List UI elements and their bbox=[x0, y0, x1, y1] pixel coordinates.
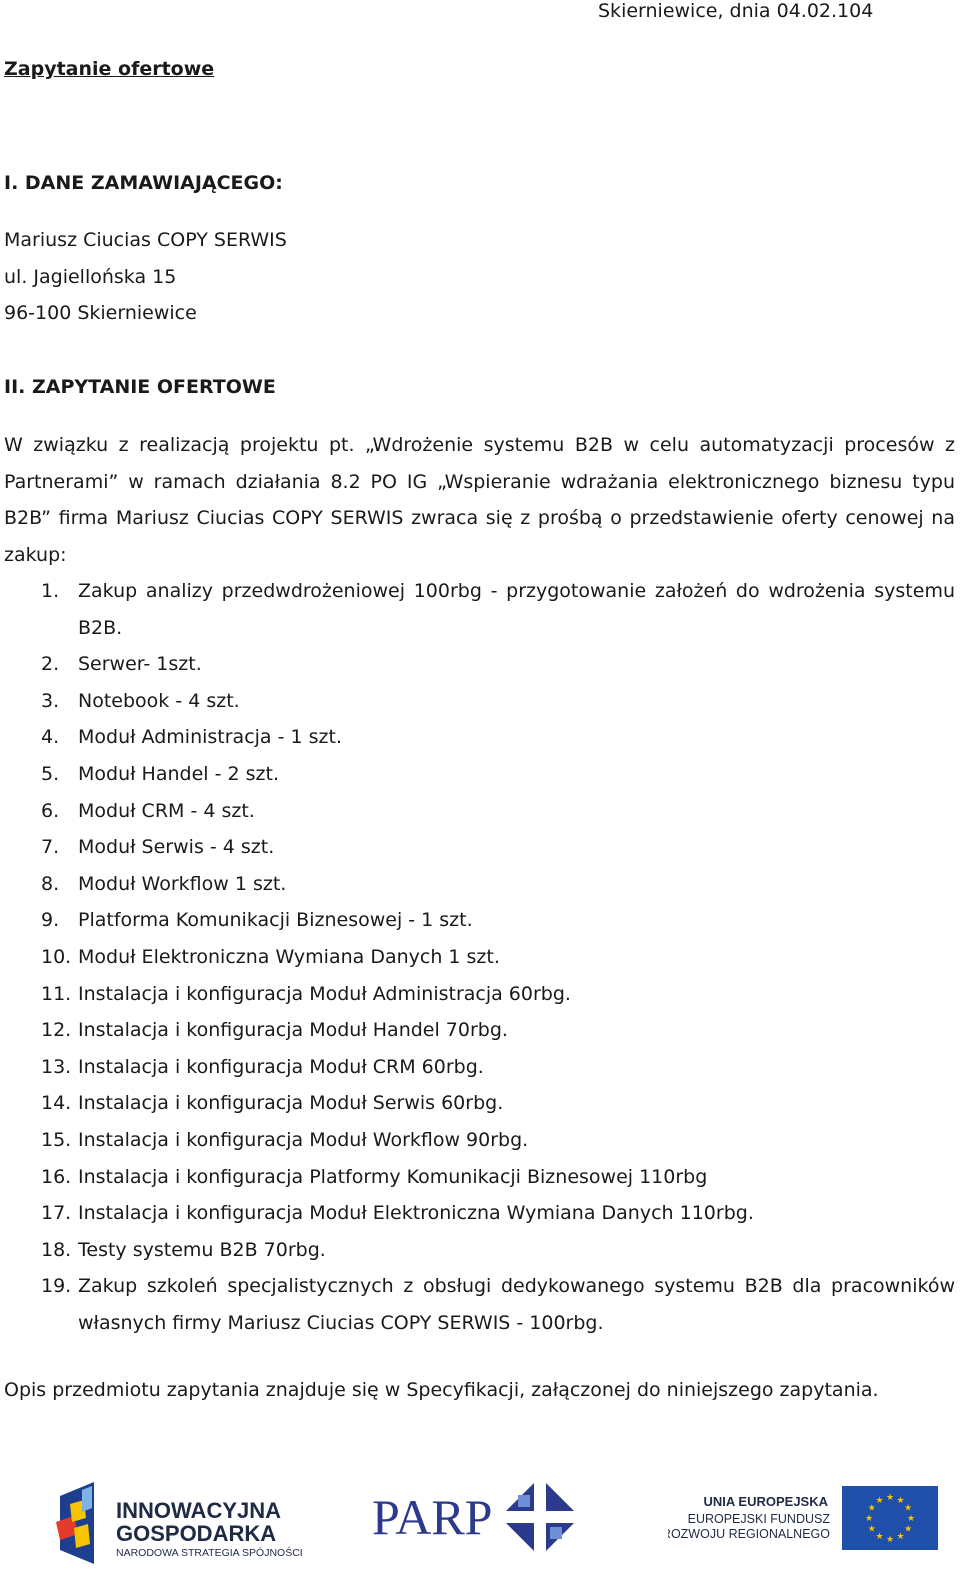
list-item-text: Zakup szkoleń specjalistycznych z obsługi dedykowanego systemu B2B dla pracowników własnych firmy Mariusz Ciucias COPY SERWIS - 100rbg. bbox=[78, 1275, 955, 1334]
eu-star-icon: ★ bbox=[906, 1514, 916, 1524]
eu-star-icon: ★ bbox=[885, 1535, 895, 1545]
list-item-number: 19. bbox=[41, 1275, 72, 1298]
list-item bbox=[0, 1012, 955, 1049]
svg-text:PARP: PARP bbox=[372, 1489, 493, 1545]
list-item-text: Instalacja i konfiguracja Moduł Administracja 60rbg. bbox=[78, 982, 571, 1005]
list-item-text: Instalacja i konfiguracja Moduł Elektroniczna Wymiana Danych 110rbg. bbox=[78, 1202, 754, 1225]
svg-text:INNOWACYJNA: INNOWACYJNA bbox=[116, 1498, 282, 1523]
svg-text:ROZWOJU REGIONALNEGO: ROZWOJU REGIONALNEGO bbox=[668, 1527, 830, 1541]
list-item-text: Instalacja i konfiguracja Moduł CRM 60rbg. bbox=[78, 1055, 484, 1078]
list-item bbox=[0, 1159, 955, 1196]
list-item-number: 5. bbox=[41, 762, 60, 785]
list-item bbox=[0, 719, 955, 756]
list-item-number: 6. bbox=[41, 799, 60, 822]
eu-star-icon: ★ bbox=[904, 1524, 913, 1535]
eu-star-icon: ★ bbox=[867, 1524, 876, 1535]
list-item-number: 11. bbox=[41, 982, 72, 1005]
list-item-text: Notebook - 4 szt. bbox=[78, 689, 240, 712]
innowacyjna-gospodarka-logo bbox=[52, 1478, 312, 1568]
svg-text:GOSPODARKA: GOSPODARKA bbox=[116, 1521, 277, 1546]
list-item-text: Instalacja i konfiguracja Moduł Serwis 60rbg. bbox=[78, 1092, 504, 1115]
list-item-text: Platforma Komunikacji Biznesowej - 1 szt. bbox=[78, 909, 473, 932]
svg-text:UNIA EUROPEJSKA: UNIA EUROPEJSKA bbox=[703, 1494, 828, 1509]
eu-star-icon: ★ bbox=[875, 1495, 884, 1506]
parp-emblem-icon bbox=[372, 1474, 587, 1560]
list-item-text: Moduł Workflow 1 szt. bbox=[78, 872, 287, 895]
document-title: Zapytanie ofertowe bbox=[4, 58, 215, 80]
list-item bbox=[0, 866, 955, 903]
eu-star-icon: ★ bbox=[875, 1532, 884, 1543]
ordering-party-street: ul. Jagiellońska 15 bbox=[4, 266, 177, 288]
eu-flag-icon bbox=[668, 1484, 940, 1554]
list-item-number: 1. bbox=[41, 580, 60, 602]
list-item bbox=[0, 1195, 955, 1232]
section-heading-inquiry: II. ZAPYTANIE OFERTOWE bbox=[4, 376, 276, 398]
eu-star-icon: ★ bbox=[864, 1514, 874, 1524]
list-item-text: Moduł CRM - 4 szt. bbox=[78, 799, 255, 822]
list-item bbox=[0, 1268, 955, 1341]
document-date: Skierniewice, dnia 04.02.104 bbox=[598, 0, 874, 22]
list-item-number: 18. bbox=[41, 1238, 72, 1261]
list-item-number: 9. bbox=[41, 909, 60, 932]
list-item-text: Moduł Administracja - 1 szt. bbox=[78, 726, 342, 749]
eu-star-icon: ★ bbox=[896, 1495, 905, 1506]
eu-star-icon: ★ bbox=[904, 1503, 913, 1514]
eu-star-icon: ★ bbox=[867, 1503, 876, 1514]
closing-sentence: Opis przedmiotu zapytania znajduje się w Specyfikacji, załączonej do niniejszego zapytania. bbox=[4, 1379, 879, 1401]
list-item-number: 13. bbox=[41, 1055, 72, 1078]
list-item-text: Instalacja i konfiguracja Moduł Workflow 90rbg. bbox=[78, 1128, 529, 1151]
list-item bbox=[0, 683, 955, 720]
list-item bbox=[0, 756, 955, 793]
list-item-number: 10. bbox=[41, 945, 72, 968]
section-heading-ordering-party: I. DANE ZAMAWIAJĄCEGO: bbox=[4, 172, 283, 194]
list-item bbox=[0, 1122, 955, 1159]
list-item-text: Testy systemu B2B 70rbg. bbox=[78, 1238, 326, 1261]
svg-text:NARODOWA STRATEGIA SPÓJNOŚCI: NARODOWA STRATEGIA SPÓJNOŚCI bbox=[116, 1547, 303, 1559]
list-item-number: 12. bbox=[41, 1019, 72, 1042]
list-item bbox=[0, 939, 955, 976]
list-item-number: 2. bbox=[41, 653, 60, 676]
ordering-party-name: Mariusz Ciucias COPY SERWIS bbox=[4, 229, 287, 251]
eu-star-icon: ★ bbox=[896, 1532, 905, 1543]
list-item bbox=[0, 1085, 955, 1122]
list-item-number: 7. bbox=[41, 836, 60, 859]
list-item-text: Zakup analizy przedwdrożeniowej 100rbg - przygotowanie założeń do wdrożenia systemu B2B. bbox=[78, 580, 955, 639]
eu-star-icon: ★ bbox=[885, 1493, 895, 1503]
list-item bbox=[0, 902, 955, 939]
list-item-number: 4. bbox=[41, 726, 60, 749]
list-item bbox=[0, 1049, 955, 1086]
svg-text:EUROPEJSKI FUNDUSZ: EUROPEJSKI FUNDUSZ bbox=[687, 1512, 830, 1526]
list-item-number: 14. bbox=[41, 1092, 72, 1115]
inquiry-intro-paragraph: W związku z realizacją projektu pt. „Wdrożenie systemu B2B w celu automatyzacji procesów z Partnerami” w ramach działania 8.2 PO IG „Wspieranie wdrażania elektronicznego biznesu typu B2B” firma Mariusz Ciucias COPY SERWIS zwraca się z prośbą o przedstawienie oferty cenowej na zakup: bbox=[4, 434, 955, 566]
list-item-text: Instalacja i konfiguracja Platformy Komunikacji Biznesowej 110rbg bbox=[78, 1165, 708, 1188]
list-item-number: 16. bbox=[41, 1165, 72, 1188]
list-item bbox=[0, 646, 955, 683]
list-item-text: Moduł Elektroniczna Wymiana Danych 1 szt. bbox=[78, 945, 500, 968]
parp-logo bbox=[372, 1474, 587, 1560]
eu-erdf-logo bbox=[668, 1484, 940, 1554]
list-item-text: Moduł Handel - 2 szt. bbox=[78, 762, 279, 785]
list-item-number: 15. bbox=[41, 1128, 72, 1151]
innowacyjna-gospodarka-emblem-icon bbox=[52, 1478, 312, 1568]
list-item bbox=[0, 1232, 955, 1269]
list-item-text: Instalacja i konfiguracja Moduł Handel 70rbg. bbox=[78, 1019, 508, 1042]
list-item-number: 17. bbox=[41, 1202, 72, 1225]
items-list bbox=[0, 573, 955, 1341]
list-item bbox=[0, 793, 955, 830]
list-item-text: Moduł Serwis - 4 szt. bbox=[78, 836, 275, 859]
list-item-number: 8. bbox=[41, 872, 60, 895]
ordering-party-city: 96-100 Skierniewice bbox=[4, 302, 197, 324]
list-item bbox=[0, 976, 955, 1013]
list-item bbox=[0, 573, 955, 646]
list-item-text: Serwer- 1szt. bbox=[78, 653, 202, 676]
list-item-number: 3. bbox=[41, 689, 60, 712]
list-item bbox=[0, 829, 955, 866]
